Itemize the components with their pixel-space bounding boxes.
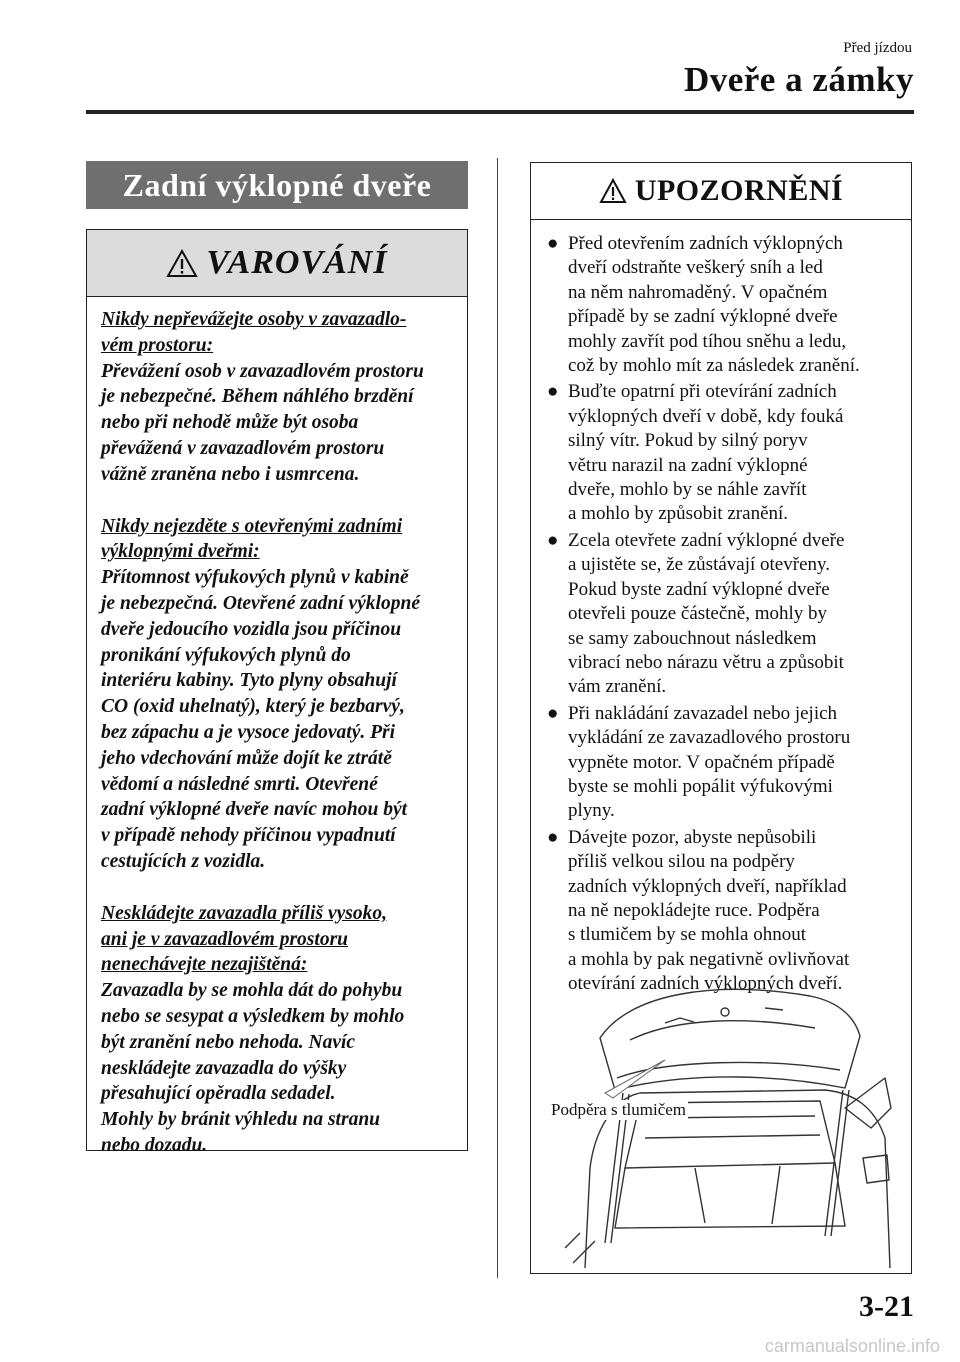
caution-item-line: vypněte motor. V opačném případě <box>568 751 835 773</box>
warning-item-line: pronikání výfukových plynů do <box>101 644 351 666</box>
caution-item-line: mohly zavřít pod tíhou sněhu a ledu, <box>568 330 847 352</box>
warning-item-heading: Neskládejte zavazadla příliš vysoko, <box>101 902 387 924</box>
caution-item-line: na ně nepokládejte ruce. Podpěra <box>568 899 820 921</box>
warning-item-line: je nebezpečné. Během náhlého brzdění <box>101 386 414 408</box>
warning-paragraph-gap <box>101 875 453 901</box>
warning-item-heading: výklopnými dveřmi: <box>101 541 260 563</box>
warning-triangle-icon <box>166 249 198 278</box>
caution-list-item <box>545 702 901 824</box>
warning-body <box>87 297 467 1159</box>
warning-item-line: dveře jedoucího vozidla jsou příčinou <box>101 618 402 640</box>
caution-item-line: dveře, mohlo by se náhle zavřít <box>568 479 807 501</box>
caution-item-line: otevírání zadních výklopných dveří. <box>568 973 843 995</box>
warning-title: VAROVÁNÍ <box>206 244 388 281</box>
bullet-icon: ● <box>547 529 559 551</box>
warning-item-line: je nebezpečná. Otevřené zadní výklopné <box>101 592 420 614</box>
caution-item-line: na něm nahromaděný. V opačném <box>568 281 828 303</box>
caution-item-line: případě by se zadní výklopné dveře <box>568 306 838 328</box>
column-divider <box>497 158 498 1278</box>
caution-item-line: Zcela otevřete zadní výklopné dveře <box>568 529 845 551</box>
warning-item-line: zadní výklopné dveře navíc mohou být <box>101 799 408 821</box>
caution-list-item <box>545 380 901 526</box>
warning-item-line: jeho vdechování může dojít ke ztrátě <box>101 747 392 769</box>
warning-item-line: přesahující opěradla sedadel. <box>101 1083 336 1105</box>
warning-item-line: bez zápachu a je vysoce jedovatý. Při <box>101 721 396 743</box>
caution-header <box>531 163 911 220</box>
caution-item-line: se samy zabouchnout následkem <box>568 627 817 649</box>
warning-item-heading: vém prostoru: <box>101 334 214 356</box>
bullet-icon: ● <box>547 826 559 848</box>
caution-list-item <box>545 529 901 700</box>
warning-item-line: interiéru kabiny. Tyto plyny obsahují <box>101 670 397 692</box>
watermark: carmanualsonline.info <box>764 1336 940 1356</box>
warning-item-line: vážně zraněna nebo i usmrcena. <box>101 463 360 485</box>
warning-item-line: CO (oxid uhelnatý), který je bezbarvý, <box>101 696 405 718</box>
caution-item-line: silný vítr. Pokud by silný poryv <box>568 430 808 452</box>
warning-item-line: cestujících z vozidla. <box>101 850 266 872</box>
warning-item-line: vědomí a následné smrti. Otevřené <box>101 773 378 795</box>
warning-item-line: Mohly by bránit výhledu na stranu <box>101 1109 381 1131</box>
caution-triangle-icon <box>599 178 627 204</box>
header-rule <box>86 110 914 114</box>
caution-item-line: zadních výklopných dveří, například <box>568 875 847 897</box>
warning-item-line: nebo dozadu. <box>101 1134 208 1156</box>
warning-item-line: Zavazadla by se mohla dát do pohybu <box>101 980 403 1002</box>
warning-item-line: nebo se sesypat a výsledkem by mohlo <box>101 1005 405 1027</box>
warning-item-heading: ani je v zavazadlovém prostoru <box>101 928 348 950</box>
warning-box <box>86 229 468 1156</box>
warning-item-heading: nenechávejte nezajištěná: <box>101 954 308 976</box>
caution-item-line: vykládání ze zavazadlového prostoru <box>568 727 851 749</box>
illustration-label: Podpěra s tlumičem <box>551 1100 687 1119</box>
caution-title: UPOZORNĚNÍ <box>634 174 844 207</box>
caution-item-line: otevřeli pouze částečně, mohly by <box>568 603 828 625</box>
caution-item-line: byste se mohli popálit výfukovými <box>568 775 833 797</box>
caution-item-line: Buďte opatrní při otevírání zadních <box>568 381 837 403</box>
warning-item-line: být zranění nebo nehoda. Navíc <box>101 1031 356 1053</box>
caution-item-line: Při nakládání zavazadel nebo jejich <box>568 702 838 724</box>
warning-item-heading: Nikdy nepřevážejte osoby v zavazadlo- <box>101 309 407 330</box>
warning-item-line: Převážení osob v zavazadlovém prostoru <box>101 360 424 382</box>
caution-item-line: a mohlo by způsobit zranění. <box>568 503 789 525</box>
caution-item-line: Dávejte pozor, abyste nepůsobili <box>568 826 817 848</box>
warning-item-line: převážená v zavazadlovém prostoru <box>101 437 385 459</box>
warning-item-line: nebo při nehodě může být osoba <box>101 412 359 434</box>
caution-item-line: Pokud byste zadní výklopné dveře <box>568 578 830 600</box>
section-title: Zadní výklopné dveře <box>86 161 468 209</box>
warning-item-line: v případě nehody příčinou vypadnutí <box>101 825 396 847</box>
page-number: 3-21 <box>859 1290 914 1323</box>
bullet-icon: ● <box>547 233 559 254</box>
header-subtitle: Před jízdou <box>843 40 912 56</box>
caution-item-line: příliš velkou silou na podpěry <box>568 851 795 873</box>
warning-item-line: neskládejte zavazadla do výšky <box>101 1057 347 1079</box>
caution-item-line: s tlumičem by se mohla ohnout <box>568 924 807 946</box>
caution-item-line: plyny. <box>568 800 615 822</box>
warning-paragraph-gap <box>101 488 453 514</box>
caution-item-line: a mohla by pak negativně ovlivňovat <box>568 948 850 970</box>
warning-item-heading: Nikdy nejezděte s otevřenými zadními <box>101 515 403 537</box>
caution-item-line: větru narazil na zadní výklopné <box>568 454 808 476</box>
caution-item-line: vám zranění. <box>568 676 667 698</box>
caution-item-line: vibrací nebo nárazu větru a způsobit <box>568 651 844 673</box>
header-title: Dveře a zámky <box>683 60 914 99</box>
caution-list-item <box>545 232 901 378</box>
caution-item-line: dveří odstraňte veškerý sníh a led <box>568 257 823 279</box>
caution-item-line: výklopných dveří v době, kdy fouká <box>568 405 844 427</box>
bullet-icon: ● <box>547 702 559 724</box>
caution-item-line: Před otevřením zadních výklopných <box>568 233 843 254</box>
warning-header <box>87 230 467 297</box>
warning-item-line: Přítomnost výfukových plynů v kabině <box>101 567 409 589</box>
caution-item-line: což by mohlo mít za následek zranění. <box>568 355 860 377</box>
caution-list <box>531 220 911 997</box>
bullet-icon: ● <box>547 381 559 403</box>
caution-item-line: a ujistěte se, že zůstávají otevřeny. <box>568 554 831 576</box>
